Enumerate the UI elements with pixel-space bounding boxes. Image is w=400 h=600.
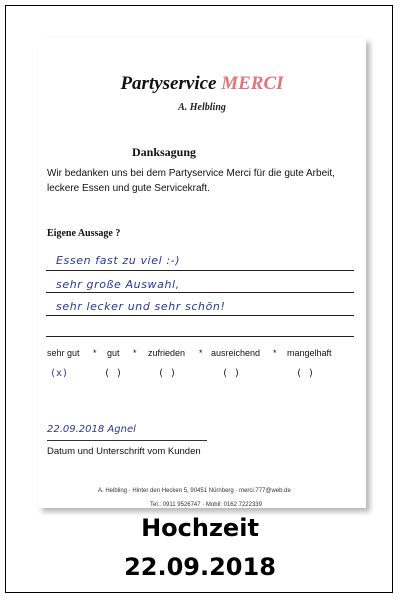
brand-highlight: MERCI <box>221 73 284 94</box>
checkbox-zufrieden: ( ) <box>158 368 177 379</box>
rating-separator: * <box>93 348 97 358</box>
letter-title: Danksagung <box>132 145 197 159</box>
statement-label: Eigene Aussage ? <box>47 228 121 239</box>
rating-option-mangelhaft: mangelhaft <box>287 348 332 358</box>
owner-name: A. Helbling <box>178 102 226 113</box>
signature-line <box>47 440 207 441</box>
footer-address: A. Helbling · Hinter den Hecken 5, 90451 Nürnberg · merci.777@web.de <box>98 488 291 494</box>
rating-option-sehr-gut: sehr gut <box>47 348 80 358</box>
rating-option-ausreichend: ausreichend <box>211 348 261 358</box>
checkbox-ausreichend: ( ) <box>222 368 241 379</box>
footer-phones: Tel.: 0911 9526747 · Mobil: 0162 7222339 <box>150 502 262 508</box>
brand-name: Partyservice <box>120 73 217 94</box>
signature-label: Datum und Unterschrift vom Kunden <box>47 446 201 457</box>
ruled-line-1 <box>46 270 354 271</box>
ruled-line-3 <box>46 315 354 316</box>
checkbox-sehr-gut: (x) <box>50 368 69 379</box>
ruled-line-4 <box>46 336 354 337</box>
rating-option-gut: gut <box>107 348 120 358</box>
statement-line-3: sehr lecker und sehr schön! <box>56 300 226 313</box>
caption-event: Hochzeit <box>141 514 259 542</box>
company-heading <box>38 73 366 95</box>
caption-date: 22.09.2018 <box>124 553 276 581</box>
rating-separator: * <box>133 348 137 358</box>
ruled-line-2 <box>46 292 354 293</box>
checkbox-mangelhaft: ( ) <box>296 368 315 379</box>
feedback-sheet <box>38 38 366 508</box>
rating-option-zufrieden: zufrieden <box>148 348 186 358</box>
statement-line-2: sehr große Auswahl, <box>56 278 180 291</box>
checkbox-gut: ( ) <box>104 368 123 379</box>
letter-text: Wir bedanken uns bei dem Partyservice Merci für die gute Arbeit, leckere Essen und gute Servicekraft. <box>47 168 335 194</box>
rating-separator: * <box>273 348 277 358</box>
handwritten-date-signature: 22.09.2018 Agnel <box>47 424 136 435</box>
statement-line-1: Essen fast zu viel :-) <box>56 254 181 267</box>
rating-separator: * <box>199 348 203 358</box>
